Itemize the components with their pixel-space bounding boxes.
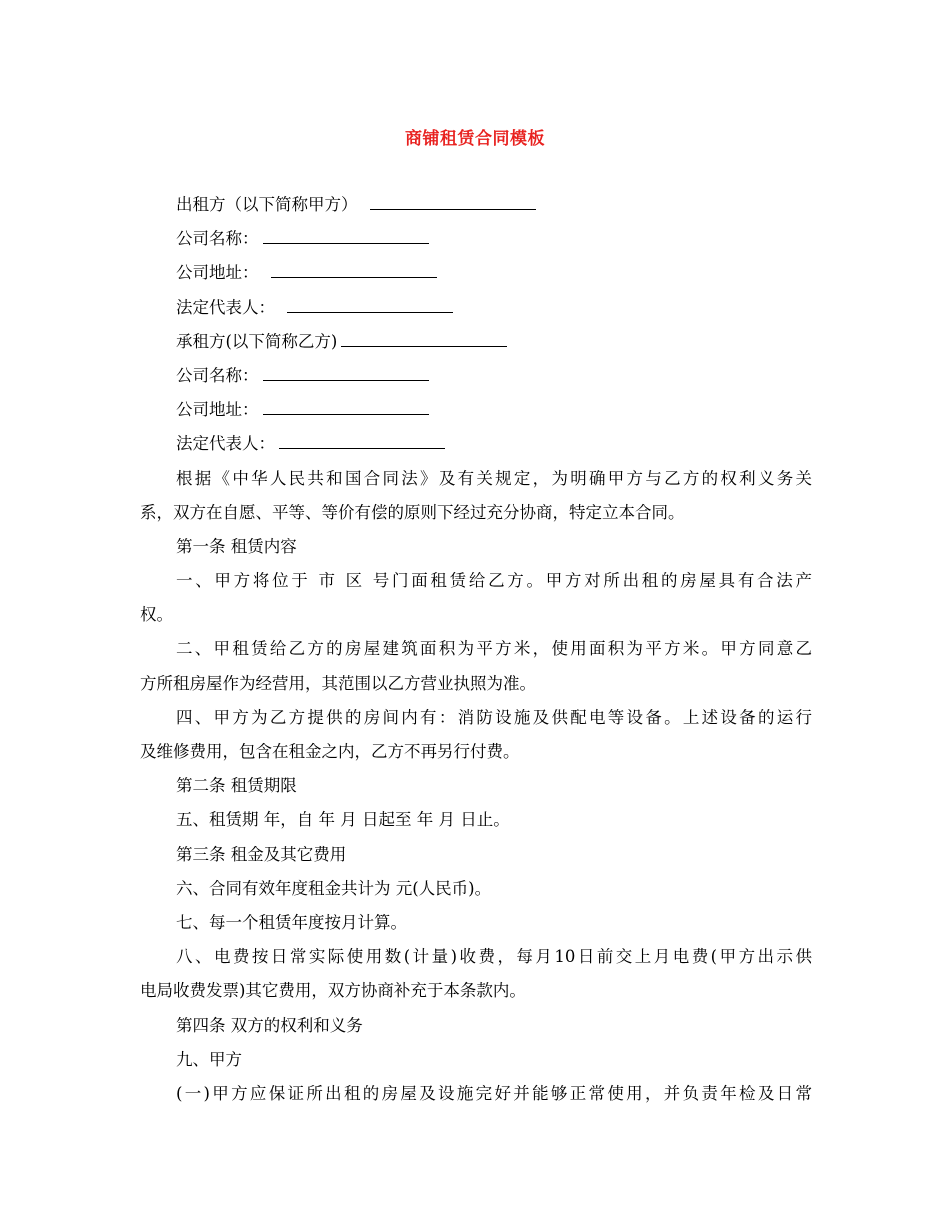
field-label: 公司地址： <box>176 263 259 283</box>
field-label: 法定代表人： <box>176 297 275 317</box>
paragraph-line: 九、甲方 <box>176 1049 242 1069</box>
field-label: 公司地址： <box>176 400 259 420</box>
section-heading: 第二条 租赁期限 <box>176 776 297 796</box>
paragraph-line: 七、每一个租赁年度按月计算。 <box>176 912 407 932</box>
blank-line <box>279 447 445 449</box>
blank-line <box>370 208 536 210</box>
lessee-company-address-field <box>140 393 812 427</box>
lessor-company-address-field <box>140 256 812 290</box>
document-body <box>140 188 812 1111</box>
lessor-field <box>140 188 812 222</box>
field-label: 出租方（以下简称甲方） <box>176 195 358 214</box>
paragraph-line: (一)甲方应保证所出租的房屋及设施完好并能够正常使用，并负责年检及日常 <box>176 1083 812 1103</box>
blank-line <box>287 311 453 313</box>
paragraph-line: 根据《中华人民共和国合同法》及有关规定，为明确甲方与乙方的权利义务关 <box>176 468 812 488</box>
lessor-legal-rep-field <box>140 291 812 325</box>
lessee-legal-rep-field <box>140 427 812 461</box>
lessee-company-name-field <box>140 359 812 393</box>
paragraph-line: 电局收费发票)其它费用，双方协商补充于本条款内。 <box>140 981 526 1001</box>
lessor-company-name-field <box>140 222 812 256</box>
field-label: 公司名称： <box>176 365 259 385</box>
paragraph-line: 方所租房屋作为经营用，其范围以乙方营业执照为准。 <box>140 673 536 693</box>
paragraph-line: 二、甲租赁给乙方的房屋建筑面积为平方米，使用面积为平方米。甲方同意乙 <box>176 639 812 659</box>
blank-line <box>271 276 437 278</box>
paragraph-line: 系，双方在自愿、平等、等价有偿的原则下经过充分协商，特定立本合同。 <box>140 502 685 522</box>
paragraph-line: 权。 <box>140 605 173 625</box>
paragraph-line: 一、甲方将位于 市 区 号门面租赁给乙方。甲方对所出租的房屋具有合法产 <box>176 571 812 591</box>
blank-line <box>263 413 429 415</box>
field-label: 公司名称： <box>176 229 259 249</box>
field-label: 承租方(以下简称乙方) <box>176 331 338 351</box>
lessee-field <box>140 325 812 359</box>
paragraph-line: 及维修费用，包含在租金之内，乙方不再另行付费。 <box>140 742 520 761</box>
blank-line <box>263 379 429 381</box>
blank-line <box>341 345 507 347</box>
blank-line <box>263 242 429 244</box>
section-heading: 第一条 租赁内容 <box>176 536 297 556</box>
paragraph-line: 五、租赁期 年，自 年 月 日起至 年 月 日止。 <box>176 810 510 830</box>
section-heading: 第四条 双方的权利和义务 <box>176 1015 363 1035</box>
section-heading: 第三条 租金及其它费用 <box>176 844 347 864</box>
paragraph-line: 八、电费按日常实际使用数(计量)收费，每月10日前交上月电费(甲方出示供 <box>176 947 812 967</box>
field-label: 法定代表人： <box>176 434 275 454</box>
document-title: 商铺租赁合同模板 <box>405 129 545 149</box>
paragraph-line: 四、甲方为乙方提供的房间内有：消防设施及供配电等设备。上述设备的运行 <box>176 707 812 727</box>
paragraph-line: 六、合同有效年度租金共计为 元(人民币)。 <box>176 878 492 898</box>
